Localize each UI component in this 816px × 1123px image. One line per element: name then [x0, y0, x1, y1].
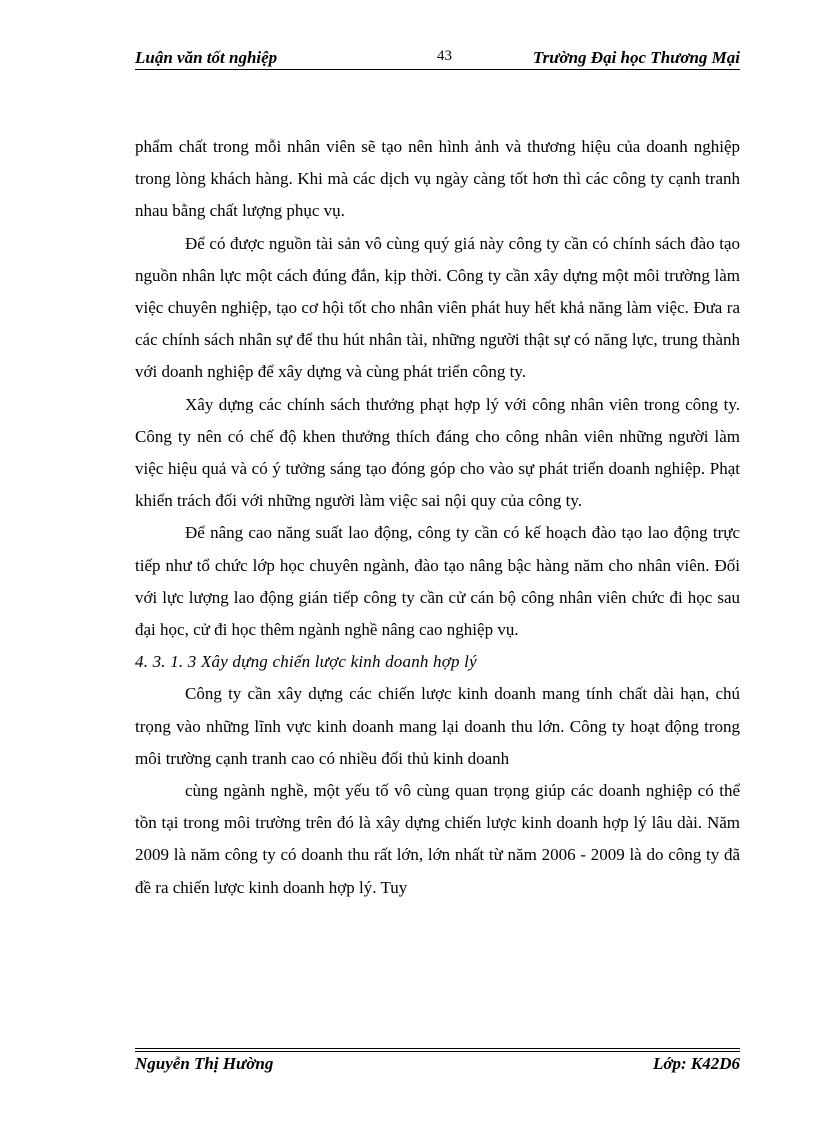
- header-university: Trường Đại học Thương Mại: [532, 48, 740, 67]
- header-thesis-title: Luận văn tốt nghiệp: [135, 48, 278, 67]
- footer-rule-thick: [135, 1051, 740, 1052]
- footer-author: Nguyễn Thị Hường: [135, 1054, 274, 1073]
- page-number: 43: [437, 48, 452, 64]
- section-heading: 4. 3. 1. 3 Xây dựng chiến lược kinh doanh hợp lý: [135, 652, 477, 672]
- page-header: [135, 48, 740, 70]
- header-rule: [135, 69, 740, 70]
- footer-class: Lớp: K42D6: [652, 1054, 740, 1073]
- paragraph-6: cùng ngành nghề, một yếu tố vô cùng quan trọng giúp các doanh nghiệp có thể tồn tại trong môi trường trên đó là xây dựng chiến lược kinh doanh hợp lý lâu dài. Năm 2009 là năm công ty có doanh thu rất lớn, lớn nhất từ năm 2006 - 2009 là do công ty đã đề ra chiến lược kinh doanh hợp lý. Tuy: [135, 781, 740, 897]
- paragraph-4: Để nâng cao năng suất lao động, công ty cần có kế hoạch đào tạo lao động trực tiếp như tổ chức lớp học chuyên ngành, đào tạo nâng bậc hàng năm cho nhân viên. Đối với lực lượng lao động gián tiếp công ty cần cử cán bộ công nhân viên chức đi học sau đại học, cử đi học thêm ngành nghề nâng cao nghiệp vụ.: [135, 523, 740, 640]
- footer-rule-thin: [135, 1048, 740, 1049]
- page-body: [135, 131, 740, 904]
- paragraph-1: phẩm chất trong mỗi nhân viên sẽ tạo nên hình ảnh và thương hiệu của doanh nghiệp trong lòng khách hàng. Khi mà các dịch vụ ngày càng tốt hơn thì các công ty cạnh tranh nhau bằng chất lượng phục vụ.: [135, 137, 740, 221]
- paragraph-2: Để có được nguồn tài sản vô cùng quý giá này công ty cần có chính sách đào tạo nguồn nhân lực một cách đúng đắn, kịp thời. Công ty cần xây dựng một môi trường làm việc chuyên nghiệp, tạo cơ hội tốt cho nhân viên phát huy hết khả năng làm việc. Đưa ra các chính sách nhân sự để thu hút nhân tài, những người thật sự có năng lực, trung thành với doanh nghiệp để xây dựng và cùng phát triển công ty.: [135, 233, 740, 382]
- paragraph-3: Xây dựng các chính sách thưởng phạt hợp lý với công nhân viên trong công ty. Công ty nên có chế độ khen thưởng thích đáng cho công nhân viên những người làm việc hiệu quả và có ý tưởng sáng tạo đóng góp cho vào sự phát triển doanh nghiệp. Phạt khiển trách đối với những người làm việc sai nội quy của công ty.: [135, 394, 740, 511]
- paragraph-5: Công ty cần xây dựng các chiến lược kinh doanh mang tính chất dài hạn, chú trọng vào những lĩnh vực kinh doanh mang lại doanh thu lớn. Công ty hoạt động trong môi trường cạnh tranh cao có nhiều đối thủ kinh doanh: [135, 684, 740, 768]
- page-footer: [135, 1054, 740, 1076]
